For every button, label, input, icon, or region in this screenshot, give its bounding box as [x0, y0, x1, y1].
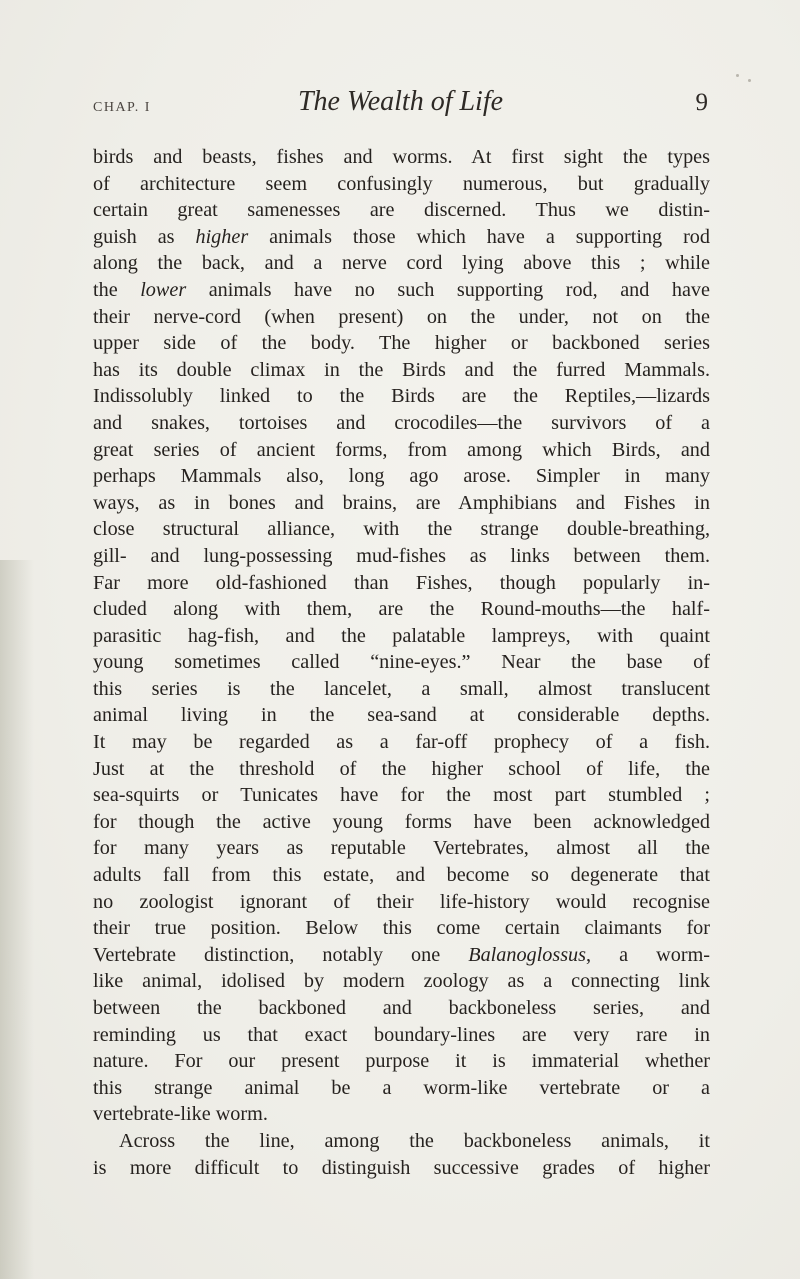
text-line: gill- and lung-possessing mud-fishes as links between them. — [93, 544, 710, 567]
text-line: this series is the lancelet, a small, almost translucent — [93, 677, 710, 700]
text-line: their nerve-cord (when present) on the under, not on the — [93, 305, 710, 328]
text-line: animal living in the sea-sand at considerable depths. — [93, 704, 710, 727]
text-line: Indissolubly linked to the Birds are the Reptiles,—lizards — [93, 385, 710, 408]
text-line: for many years as reputable Vertebrates, almost all the — [93, 837, 710, 860]
text-line: sea-squirts or Tunicates have for the most part stumbled ; — [93, 784, 710, 807]
text-line: for though the active young forms have been acknowledged — [93, 810, 710, 833]
page-edge-shadow — [0, 560, 34, 1279]
text-line: It may be regarded as a far-off prophecy of a fish. — [93, 731, 710, 754]
text-line: this strange animal be a worm-like vertebrate or a — [93, 1076, 710, 1099]
book-title: The Wealth of Life — [297, 86, 504, 117]
text-line: of architecture seem confusingly numerous, but gradually — [93, 172, 710, 195]
text-line: cluded along with them, are the Round-mouths—the half- — [93, 598, 710, 621]
text-line: along the back, and a nerve cord lying above this ; while — [93, 252, 710, 275]
text-line: vertebrate-like worm. — [93, 1103, 268, 1126]
text-line: nature. For our present purpose it is immaterial whether — [93, 1050, 710, 1073]
text-line: between the backboned and backboneless series, and — [93, 997, 710, 1019]
text-line: the lower animals have no such supporting rod, and have — [93, 278, 710, 301]
text-line: Across the line, among the backboneless animals, it — [119, 1129, 710, 1152]
text-line: ways, as in bones and brains, are Amphibians and Fishes in — [93, 491, 710, 514]
text-line: upper side of the body. The higher or backboned series — [93, 332, 710, 355]
text-line: birds and beasts, fishes and worms. At first sight the types — [93, 146, 710, 168]
text-line: reminding us that exact boundary-lines are very rare in — [93, 1023, 710, 1046]
text-line: Far more old-fashioned than Fishes, though popularly in- — [93, 571, 710, 594]
text-line: Just at the threshold of the higher school of life, the — [93, 757, 710, 780]
text-line: close structural alliance, with the strange double-breathing, — [93, 518, 710, 541]
text-line: no zoologist ignorant of their life-history would recognise — [93, 890, 710, 913]
text-line: young sometimes called “nine-eyes.” Near the base of — [93, 651, 710, 674]
text-line: is more difficult to distinguish successive grades of higher — [93, 1156, 710, 1179]
text-line: perhaps Mammals also, long ago arose. Simpler in many — [93, 465, 710, 488]
chapter-label: CHAP. I — [93, 100, 151, 115]
speck — [736, 74, 739, 77]
running-head — [93, 84, 708, 124]
page-number: 9 — [695, 89, 708, 116]
text-line: certain great samenesses are discerned. Thus we distin- — [93, 199, 710, 222]
body-text — [93, 144, 710, 1181]
text-line: guish as higher animals those which have a supporting rod — [93, 225, 710, 248]
text-line: Vertebrate distinction, notably one Balanoglossus, a worm- — [93, 943, 710, 966]
speck — [748, 79, 751, 82]
text-line: like animal, idolised by modern zoology as a connecting link — [93, 970, 710, 993]
text-line: adults fall from this estate, and become so degenerate that — [93, 864, 710, 887]
text-line: and snakes, tortoises and crocodiles—the survivors of a — [93, 411, 710, 434]
text-line: has its double climax in the Birds and the furred Mammals. — [93, 358, 710, 381]
text-line: great series of ancient forms, from among which Birds, and — [93, 438, 710, 461]
text-line: their true position. Below this come certain claimants for — [93, 917, 710, 940]
text-line: parasitic hag-fish, and the palatable lampreys, with quaint — [93, 624, 710, 647]
